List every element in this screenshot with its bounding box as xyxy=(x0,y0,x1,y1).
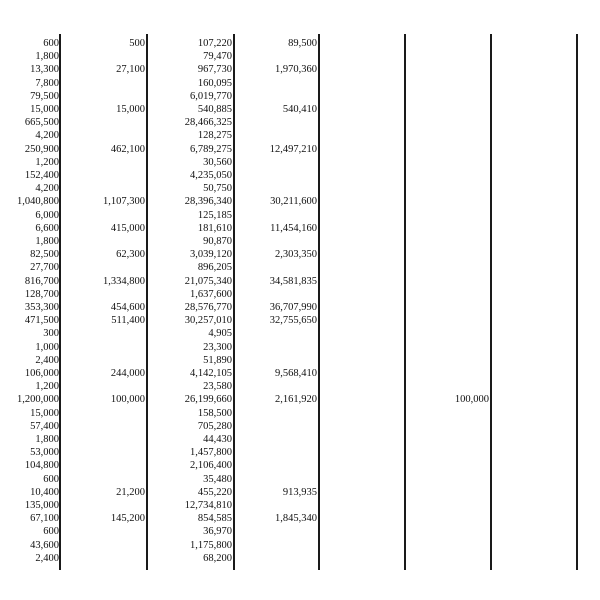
cell-r40-c1: 2,400 xyxy=(35,552,59,564)
cell-r4-c3: 160,095 xyxy=(197,77,232,89)
column-divider-6 xyxy=(490,34,492,570)
cell-r35-c3: 455,220 xyxy=(197,486,232,498)
cell-r7-c1: 665,500 xyxy=(24,117,59,129)
cell-r3-c3: 967,730 xyxy=(197,64,232,76)
cell-r20-c1: 128,700 xyxy=(24,288,59,300)
cell-r23-c3: 4,905 xyxy=(208,328,232,340)
cell-r38-c3: 36,970 xyxy=(203,526,232,538)
cell-r16-c1: 1,800 xyxy=(35,236,59,247)
cell-r13-c4: 30,211,600 xyxy=(270,196,317,208)
cell-r14-c1: 6,000 xyxy=(35,209,59,221)
cell-r22-c2: 511,400 xyxy=(111,315,145,327)
cell-r12-c3: 50,750 xyxy=(203,183,232,195)
cell-r15-c3: 181,610 xyxy=(197,222,232,234)
cell-r1-c2: 500 xyxy=(129,38,145,49)
cell-r17-c2: 62,300 xyxy=(116,249,145,261)
cell-r28-c3: 26,199,660 xyxy=(184,394,232,406)
cell-r17-c3: 3,039,120 xyxy=(190,249,232,261)
cell-r35-c2: 21,200 xyxy=(116,486,145,498)
cell-r26-c1: 106,000 xyxy=(24,368,59,379)
cell-r26-c3: 4,142,105 xyxy=(190,368,232,379)
cell-r1-c3: 107,220 xyxy=(197,38,232,49)
cell-r23-c1: 300 xyxy=(43,328,59,340)
cell-r27-c3: 23,580 xyxy=(203,381,232,393)
cell-r36-c1: 135,000 xyxy=(24,500,59,511)
cell-r26-c2: 244,000 xyxy=(110,368,145,379)
cell-r1-c1: 600 xyxy=(43,38,59,49)
cell-r9-c2: 462,100 xyxy=(110,143,145,155)
column-divider-2 xyxy=(146,34,148,570)
cell-r37-c4: 1,845,340 xyxy=(275,513,317,525)
cell-r38-c1: 600 xyxy=(43,526,59,538)
cell-r37-c1: 67,100 xyxy=(30,513,59,525)
cell-r20-c3: 1,637,600 xyxy=(190,288,232,300)
cell-r21-c1: 353,300 xyxy=(24,302,59,313)
column-divider-7 xyxy=(576,34,578,570)
cell-r35-c4: 913,935 xyxy=(282,486,317,498)
cell-r8-c1: 4,200 xyxy=(35,130,59,142)
cell-r10-c3: 30,560 xyxy=(203,156,232,168)
cell-r18-c1: 27,700 xyxy=(30,262,59,274)
cell-r30-c3: 705,280 xyxy=(197,420,232,432)
cell-r15-c4: 11,454,160 xyxy=(270,222,317,234)
cell-r21-c4: 36,707,990 xyxy=(269,302,317,313)
cell-r19-c1: 816,700 xyxy=(24,275,59,287)
cell-r21-c3: 28,576,770 xyxy=(184,302,232,313)
cell-r19-c2: 1,334,800 xyxy=(103,275,145,287)
cell-r18-c3: 896,205 xyxy=(197,262,232,274)
cell-r17-c4: 2,303,350 xyxy=(275,249,317,261)
cell-r25-c3: 51,890 xyxy=(203,354,232,366)
cell-r16-c3: 90,870 xyxy=(203,236,232,247)
cell-r10-c1: 1,200 xyxy=(35,156,59,168)
cell-r5-c3: 6,019,770 xyxy=(190,90,232,102)
cell-r21-c2: 454,600 xyxy=(110,302,145,313)
cell-r28-c1: 1,200,000 xyxy=(17,394,59,406)
cell-r26-c4: 9,568,410 xyxy=(275,368,317,379)
cell-r29-c3: 158,500 xyxy=(197,407,232,419)
cell-r9-c1: 250,900 xyxy=(24,143,59,155)
cell-r34-c3: 35,480 xyxy=(203,473,232,485)
cell-r32-c1: 53,000 xyxy=(30,447,59,459)
cell-r13-c3: 28,396,340 xyxy=(184,196,232,208)
cell-r3-c4: 1,970,360 xyxy=(275,64,317,76)
cell-r22-c3: 30,257,010 xyxy=(184,315,232,327)
cell-r6-c2: 15,000 xyxy=(116,104,145,115)
cell-r14-c3: 125,185 xyxy=(197,209,232,221)
cell-r31-c3: 44,430 xyxy=(203,434,232,445)
column-divider-3 xyxy=(233,34,235,570)
cell-r28-c4: 2,161,920 xyxy=(275,394,317,406)
cell-r15-c2: 415,000 xyxy=(110,222,145,234)
cell-r6-c1: 15,000 xyxy=(30,104,59,115)
cell-r37-c3: 854,585 xyxy=(197,513,232,525)
cell-r11-c3: 4,235,050 xyxy=(190,170,232,181)
cell-r28-c2: 100,000 xyxy=(110,394,145,406)
cell-r34-c1: 600 xyxy=(43,473,59,485)
cell-r9-c3: 6,789,275 xyxy=(190,143,232,155)
cell-r36-c3: 12,734,810 xyxy=(184,500,232,511)
cell-r2-c1: 1,800 xyxy=(35,51,59,63)
cell-r3-c1: 13,300 xyxy=(30,64,59,76)
cell-r25-c1: 2,400 xyxy=(35,354,59,366)
cell-r32-c3: 1,457,800 xyxy=(190,447,232,459)
column-divider-1 xyxy=(59,34,61,570)
cell-r4-c1: 7,800 xyxy=(35,77,59,89)
cell-r24-c3: 23,300 xyxy=(203,341,232,353)
cell-r2-c3: 79,470 xyxy=(203,51,232,63)
cell-r28-c6: 100,000 xyxy=(454,394,489,406)
cell-r7-c3: 28,466,325 xyxy=(184,117,232,129)
cell-r3-c2: 27,100 xyxy=(116,64,145,76)
cell-r39-c1: 43,600 xyxy=(30,539,59,551)
cell-r19-c4: 34,581,835 xyxy=(269,275,317,287)
cell-r39-c3: 1,175,800 xyxy=(190,539,232,551)
cell-r6-c4: 540,410 xyxy=(282,104,317,115)
cell-r22-c1: 471,500 xyxy=(24,315,59,327)
cell-r13-c2: 1,107,300 xyxy=(103,196,145,208)
cell-r30-c1: 57,400 xyxy=(30,420,59,432)
cell-r33-c3: 2,106,400 xyxy=(190,460,232,472)
cell-r11-c1: 152,400 xyxy=(24,170,59,181)
cell-r6-c3: 540,885 xyxy=(197,104,232,115)
cell-r37-c2: 145,200 xyxy=(110,513,145,525)
cell-r17-c1: 82,500 xyxy=(30,249,59,261)
column-divider-5 xyxy=(404,34,406,570)
cell-r8-c3: 128,275 xyxy=(197,130,232,142)
cell-r12-c1: 4,200 xyxy=(35,183,59,195)
cell-r27-c1: 1,200 xyxy=(35,381,59,393)
cell-r5-c1: 79,500 xyxy=(30,90,59,102)
cell-r9-c4: 12,497,210 xyxy=(269,143,317,155)
cell-r13-c1: 1,040,800 xyxy=(17,196,59,208)
cell-r19-c3: 21,075,340 xyxy=(184,275,232,287)
cell-r33-c1: 104,800 xyxy=(24,460,59,472)
column-divider-4 xyxy=(318,34,320,570)
cell-r29-c1: 15,000 xyxy=(30,407,59,419)
cell-r1-c4: 89,500 xyxy=(288,38,317,49)
cell-r24-c1: 1,000 xyxy=(35,341,59,353)
cell-r35-c1: 10,400 xyxy=(30,486,59,498)
cell-r40-c3: 68,200 xyxy=(203,552,232,564)
cell-r22-c4: 32,755,650 xyxy=(269,315,317,327)
cell-r31-c1: 1,800 xyxy=(35,434,59,445)
cell-r15-c1: 6,600 xyxy=(35,222,59,234)
